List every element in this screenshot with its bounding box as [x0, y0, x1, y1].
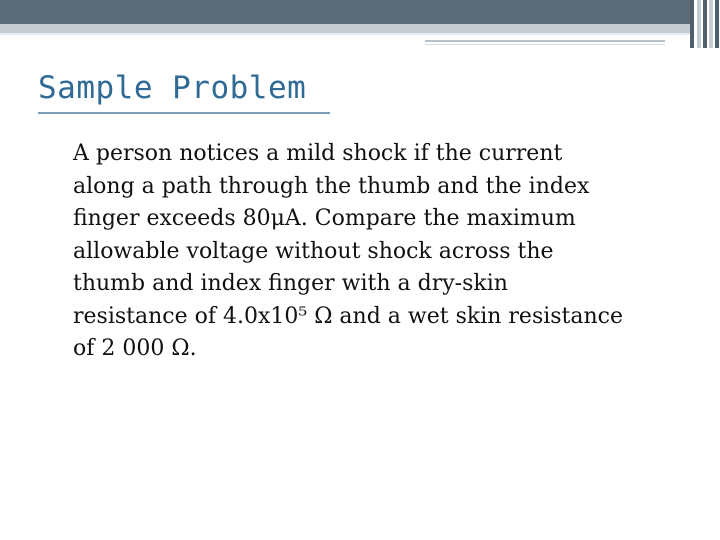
body-line: allowable voltage without shock across the [73, 238, 554, 264]
stripe [715, 0, 719, 48]
body-line: thumb and index finger with a dry-skin [73, 271, 508, 296]
stripe [697, 0, 701, 48]
corner-stripes [690, 0, 720, 48]
body-line: resistance of 4.0x10⁵ Ω and a wet skin resistance [73, 303, 624, 329]
body-line: along a path through the thumb and the index [73, 173, 590, 199]
stripe [690, 0, 694, 48]
slide-title: Sample Problem [38, 70, 307, 106]
body-line: of 2 000 Ω. [73, 336, 197, 361]
top-bar-light [0, 24, 690, 33]
stripe [709, 0, 713, 48]
top-bar-divider [0, 33, 690, 35]
accent-line [425, 40, 665, 42]
accent-line-secondary [425, 44, 665, 45]
top-bar-dark [0, 0, 690, 24]
title-underline [38, 112, 330, 114]
body-line: A person notices a mild shock if the current [73, 141, 563, 166]
body-line: finger exceeds 80μA. Compare the maximum [73, 206, 576, 231]
stripe [703, 0, 707, 48]
body-text [73, 138, 683, 366]
